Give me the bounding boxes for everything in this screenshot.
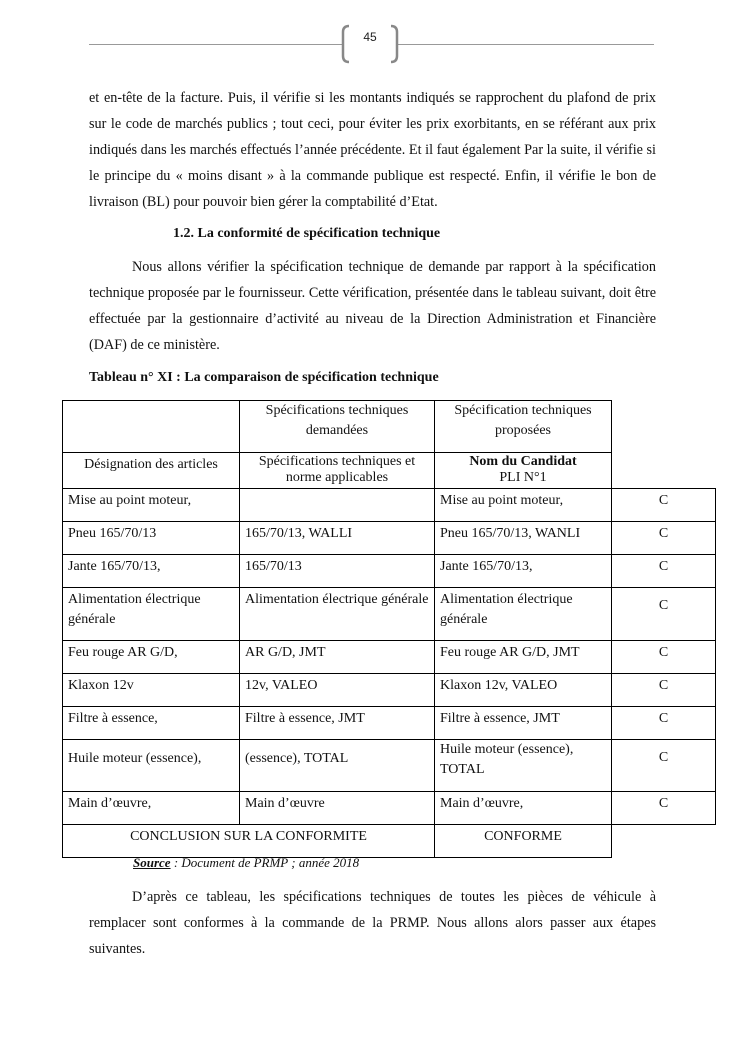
designation-cell: Feu rouge AR G/D,: [62, 640, 240, 674]
statut-cell: C: [611, 706, 716, 740]
intro-paragraph: et en-tête de la facture. Puis, il vérifie si les montants indiqués se rapprochent du plafond de prix sur le code de marchés publics ; tout ceci, pour éviter les prix exorbitants, en se référant aux prix indiqués dans les marchés effectués l’année précédente. Et il faut également Par la suite, il vérifie si le principe du « moins disant » à la commande publique est respecté. Enfin, il vérifie le bon de livraison (BL) pour pouvoir bien gérer la comptabilité d’Etat.: [89, 90, 656, 210]
demande-cell: Alimentation électrique générale: [239, 587, 435, 641]
designation-cell: Huile moteur (essence),: [62, 739, 240, 792]
designation-cell: Jante 165/70/13,: [62, 554, 240, 588]
source-label: Source: [133, 855, 171, 870]
proposee-cell: Pneu 165/70/13, WANLI: [434, 521, 612, 555]
proposee-cell: Filtre à essence, JMT: [434, 706, 612, 740]
designation-cell: Mise au point moteur,: [62, 488, 240, 522]
designation-cell: Main d’œuvre,: [62, 791, 240, 825]
statut-cell: C: [611, 673, 716, 707]
proposee-cell: Huile moteur (essence), TOTAL: [434, 739, 612, 792]
demande-cell: (essence), TOTAL: [239, 739, 435, 792]
statut-cell: C: [611, 640, 716, 674]
page-number: 45: [363, 30, 377, 44]
designation-cell: Klaxon 12v: [62, 673, 240, 707]
header-designation: Désignation des articles: [62, 452, 240, 489]
conclusion-label: CONCLUSION SUR LA CONFORMITE: [62, 824, 435, 858]
proposee-cell: Main d’œuvre,: [434, 791, 612, 825]
designation-cell: Pneu 165/70/13: [62, 521, 240, 555]
header-demandees: Spécifications techniques demandées: [239, 400, 435, 453]
conclusion-value: CONFORME: [434, 824, 612, 858]
statut-cell: C: [611, 554, 716, 588]
demande-cell: Main d’œuvre: [239, 791, 435, 825]
header-norme: Spécifications techniques et norme applicables: [239, 452, 435, 489]
proposee-cell: Jante 165/70/13,: [434, 554, 612, 588]
statut-cell: C: [611, 791, 716, 825]
statut-cell: C: [611, 488, 716, 522]
proposee-cell: Mise au point moteur,: [434, 488, 612, 522]
source-text: : Document de PRMP ; année 2018: [170, 855, 360, 870]
section-paragraph: Nous allons vérifier la spécification technique de demande par rapport à la spécification technique proposée par le fournisseur. Cette vérification, présentée dans le tableau suivant, doit être effectuée par la gestionnaire d’activité au niveau de la Direction Administration et Financière (DAF) de ce ministère.: [89, 259, 656, 353]
demande-cell: AR G/D, JMT: [239, 640, 435, 674]
statut-cell: C: [611, 739, 716, 792]
table-title: Tableau n° XI : La comparaison de spécification technique: [89, 370, 439, 385]
header-pli-label: PLI N°1: [499, 470, 547, 485]
header-empty-cell: [62, 400, 240, 453]
statut-cell: C: [611, 521, 716, 555]
section-heading: 1.2. La conformité de spécification technique: [173, 226, 441, 241]
demande-cell: 165/70/13, WALLI: [239, 521, 435, 555]
table-source: [133, 855, 359, 871]
header-candidat-label: Nom du Candidat: [469, 454, 577, 469]
proposee-cell: Klaxon 12v, VALEO: [434, 673, 612, 707]
demande-cell: [239, 488, 435, 522]
designation-cell: Filtre à essence,: [62, 706, 240, 740]
header-proposees: Spécification techniques proposées: [434, 400, 612, 453]
header-candidat: [434, 452, 612, 489]
proposee-cell: Alimentation électrique générale: [434, 587, 612, 641]
demande-cell: Filtre à essence, JMT: [239, 706, 435, 740]
demande-cell: 12v, VALEO: [239, 673, 435, 707]
proposee-cell: Feu rouge AR G/D, JMT: [434, 640, 612, 674]
statut-cell: C: [611, 587, 716, 641]
closing-paragraph: D’après ce tableau, les spécifications techniques de toutes les pièces de véhicule à remplacer sont conformes à la commande de la PRMP. Nous allons alors passer aux étapes suivantes.: [89, 889, 656, 957]
header-rule-right: [398, 44, 654, 45]
header-rule-left: [89, 44, 342, 45]
designation-cell: Alimentation électrique générale: [62, 587, 240, 641]
demande-cell: 165/70/13: [239, 554, 435, 588]
